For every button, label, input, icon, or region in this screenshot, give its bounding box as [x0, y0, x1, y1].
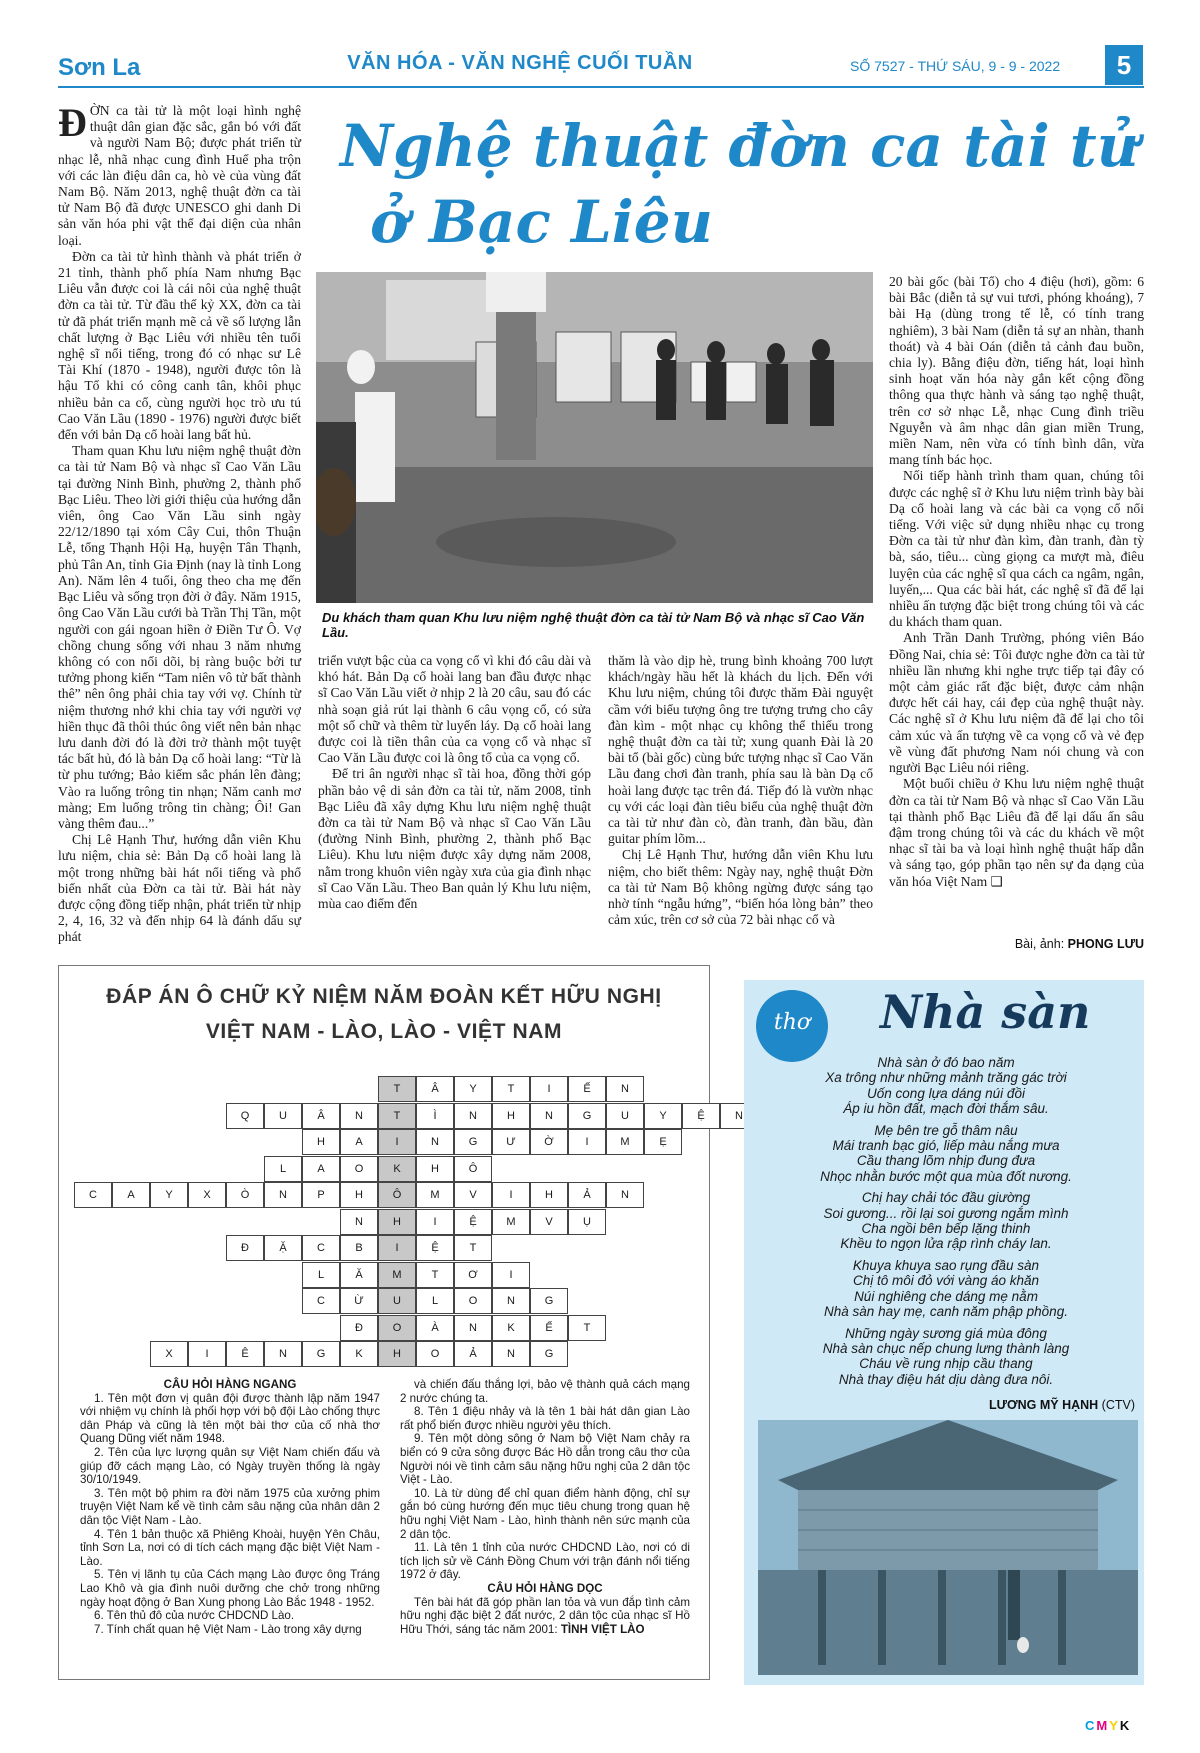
crossword-cell: I: [568, 1129, 606, 1155]
article-paragraph: Chị Lê Hạnh Thư, hướng dẫn viên Khu lưu niệm, chia sẻ: Bản Dạ cổ hoài lang là một trong những bài hát nổi tiếng và phổ biến nhất của Đờn ca tài tử. Bài hát này được cộng đồng tiếp nhận, phát triển từ nhịp 2, 4, 16, 32 và đến nhịp 64 là đánh dấu sự phát: [58, 832, 301, 945]
poem-author: LƯƠNG MỸ HẠNH (CTV): [988, 1398, 1135, 1412]
crossword-cell: K: [378, 1156, 416, 1182]
poem-line: Chị hay chải tóc đầu giường: [861, 1190, 1031, 1206]
crossword-cell: T: [454, 1235, 492, 1261]
crossword-cell: A: [302, 1156, 340, 1182]
poem-line: Nhà thay điệu hát dịu dàng đưa nôi.: [838, 1371, 1054, 1387]
crossword-cell: Đ: [340, 1315, 378, 1341]
clue-item: 1. Tên một đơn vị quân đội được thành lập năm 1947 với nhiệm vụ chính là phối hợp với bộ đội Lào chống thực dân Pháp và cũng là tên một bài thơ của cố nhà thơ Quang Dũng viết năm 1948.: [80, 1391, 380, 1446]
crossword-cell: U: [606, 1103, 644, 1129]
crossword-cell: N: [606, 1182, 644, 1208]
crossword-cell: I: [378, 1129, 416, 1155]
poem-line: Soi gương... rồi lại soi gương ngắm mình: [823, 1205, 1069, 1221]
crossword-cell: Ê: [226, 1341, 264, 1367]
clue-item: 6. Tên thủ đô của nước CHDCND Lào.: [94, 1609, 295, 1623]
article-paragraph: Một buổi chiều ở Khu lưu niệm nghệ thuật đờn ca tài tử Nam Bộ và nhạc sĩ Cao Văn Lầu tại thành phố Bạc Liêu đã để lại dấu ấn sâu đậm trong chúng tôi và các du khách về một nhạc sĩ tài ba và loại hình nghệ thuật hấp dẫn và sáng tạo, góp phần tạo nên sự đa dạng của văn hóa Việt Nam ❑: [889, 776, 1144, 889]
poem-line: Nhà sàn chục nếp chung lưng thành làng: [822, 1340, 1070, 1356]
crossword-cell: C: [302, 1288, 340, 1314]
article-column-2: [318, 653, 591, 912]
crossword-clues-column-2: [400, 1378, 690, 1636]
crossword-cell: Đ: [226, 1235, 264, 1261]
crossword-cell: K: [340, 1341, 378, 1367]
article-column-3: [608, 653, 873, 928]
print-color-marks: [1085, 1718, 1131, 1733]
crossword-cell: Ế: [568, 1076, 606, 1102]
crossword-cell: U: [378, 1288, 416, 1314]
header-divider: [58, 86, 1144, 88]
crossword-cell: G: [530, 1288, 568, 1314]
crossword-cell: H: [530, 1182, 568, 1208]
museum-photo-illustration: [316, 272, 873, 603]
clue-heading: CÂU HỎI HÀNG DỌC: [487, 1581, 603, 1595]
crossword-cell: G: [568, 1103, 606, 1129]
crossword-cell: I: [188, 1341, 226, 1367]
crossword-cell: N: [264, 1341, 302, 1367]
article-paragraph: Tham quan Khu lưu niệm nghệ thuật đờn ca tài tử Nam Bộ và nhạc sĩ Cao Văn Lầu tại đường Ninh Bình, phường 2, thành phố Bạc Liêu. Theo lời giới thiệu của hướng dẫn viên, ông Cao Văn Lầu sinh ngày 22/12/1890 tại xóm Cây Cui, thôn Thuận Lễ, tổng Thạnh Hội Hạ, huyện Tân Thạnh, phủ Tân An, tỉnh Gia Định (nay là tỉnh Long An). Năm lên 4 tuổi, ông theo cha mẹ đến Bạc Liêu và sống trọn đời ở đây. Năm 1915, ông Cao Văn Lầu cưới bà Trần Thị Tần, một người con gái ngoan hiền ở Điền Tư Ô. Vợ chồng chung sống với nhau 3 năm nhưng không có con nối dõi, bị ràng buộc bởi tư tưởng phong kiến “Tam niên vô tử bất thành thê” nên ông phải chia tay với vợ. Chính từ niệm thương nhớ khi chia tay với người vợ hiền thục đã thôi thúc ông viết nên bản nhạc lưu danh đời đó là đời trở thành một tuyệt tác bất hủ, đó là bản Dạ cổ hoài lang: “Từ là từ phu tướng; Bảo kiếm sắc phán lên đàng; Vào ra luống trông tin nhạn; Năm canh mơ màng; Em luống trông tin chàng; Ôi! Gan vàng thêm đau...”: [58, 443, 301, 831]
crossword-cell: G: [530, 1341, 568, 1367]
poem-line: Nhà sàn ở đó bao năm: [877, 1055, 1015, 1070]
section-title: VĂN HÓA - VĂN NGHỆ CUỐI TUẦN: [347, 52, 693, 74]
page-number: 5: [1105, 45, 1143, 85]
article-column-4: [889, 274, 1144, 890]
crossword-cell: I: [530, 1076, 568, 1102]
mark-c: C: [1085, 1718, 1097, 1733]
crossword-cell: V: [454, 1182, 492, 1208]
crossword-cell: M: [492, 1209, 530, 1235]
crossword-cell: H: [492, 1103, 530, 1129]
crossword-cell: C: [74, 1182, 112, 1208]
article-headline: [340, 108, 1140, 260]
article-paragraph: ĐỜN ca tài tử là một loại hình nghệ thuật dân gian đặc sắc, gắn bó với đất và người Nam Bộ; được phát triển từ nhạc lễ, nhã nhạc cung đình Huế pha trộn với các làn điệu dân ca, hò vè của vùng đất Nam Bộ. Năm 2013, nghệ thuật đờn ca tài tử Nam Bộ đã được UNESCO ghi danh Di sản văn hóa phi vật thể đại diện của nhân loại.: [58, 100, 301, 248]
poem-line: Cầu thang lõm nhịp đung đưa: [856, 1153, 1036, 1169]
crossword-cell: Ế: [530, 1315, 568, 1341]
article-paragraph: thăm là vào dịp hè, trung bình khoảng 700 lượt khách/ngày hầu hết là khách du lịch. Đến với Khu lưu niệm, chúng tôi được thăm Đài nguyệt cầm với biểu tượng ông tre tượng trưng cho cây đàn kìm - một nhạc cụ không thể thiếu trong nghệ thuật đờn ca tài tử; xung quanh Đài là 20 bài tổ (bài gốc) cùng bức tượng nhạc sĩ Cao Văn Lầu đang chơi đàn tranh, phía sau là bàn Dạ cổ hoài lang được tạc trên đá. Tiếp đó là vườn nhạc cụ với các loại đàn tiêu biểu của nghệ thuật đờn ca tài tử như đàn cò, đàn tranh, đàn bầu, đàn guitar phím lõm...: [608, 653, 873, 847]
crossword-cell: N: [492, 1341, 530, 1367]
crossword-cell: L: [416, 1288, 454, 1314]
poem-stanza: [760, 1055, 1132, 1117]
poem-line: Khều to ngọn lửa rập rình cháy lan.: [840, 1236, 1052, 1252]
crossword-cell: H: [416, 1156, 454, 1182]
clue-item: 11. Là tên 1 tỉnh của nước CHDCND Lào, nơi có di tích lịch sử về Cánh Đồng Chum với trận đánh nổi tiếng 1972 ở đây.: [400, 1541, 690, 1582]
crossword-clues-column-1: [80, 1378, 380, 1636]
poem-line: Nhà sàn hay mẹ, canh năm phập phồng.: [824, 1304, 1068, 1320]
crossword-cell: T: [378, 1103, 416, 1129]
author-name: PHONG LƯU: [1067, 937, 1144, 951]
mark-y: Y: [1109, 1718, 1120, 1733]
clue-item: 8. Tên 1 điệu nhảy và là tên 1 bài hát dân gian Lào rất phổ biến được nhiều người yêu thích.: [400, 1405, 690, 1432]
crossword-cell: Ả: [568, 1182, 606, 1208]
poem-line: Xa trông như những mảnh trăng gác trời: [825, 1070, 1067, 1086]
article-paragraph: Anh Trần Danh Trường, phóng viên Báo Đồng Nai, chia sẻ: Tôi được nghe đờn ca tài tử nhiều lần nhưng khi nghe trực tiếp tại đây có một cảm giác rất đặc biệt, được cảm nhận được hết cái hay, cái đẹp của nghệ thuật này. Các nghệ sĩ ở Khu lưu niệm đã để lại cho tôi cảm xúc và ấn tượng về ca vọng cổ và vẻ đẹp về vùng đất phương Nam nói chung và con người Bạc Liêu nói riêng.: [889, 630, 1144, 776]
crossword-cell: Ẹ: [644, 1129, 682, 1155]
crossword-cell: N: [492, 1288, 530, 1314]
crossword-cell: H: [378, 1341, 416, 1367]
crossword-cell: O: [340, 1156, 378, 1182]
clue-item: 3. Tên một bộ phim ra đời năm 1975 của xưởng phim truyện Việt Nam kể về tình cảm sâu nặng của nhân dân 2 dân tộc Việt Nam - Lào.: [80, 1486, 380, 1527]
clue-item: 7. Tính chất quan hệ Việt Nam - Lào trong xây dựng: [94, 1622, 362, 1636]
crossword-cell: T: [568, 1315, 606, 1341]
crossword-cell: M: [606, 1129, 644, 1155]
article-paragraph: 20 bài gốc (bài Tổ) cho 4 điệu (hơi), gồm: 6 bài Bắc (diễn tả sự vui tươi, phóng khoáng), 7 bài Hạ (dùng trong tế lễ, có tính trang nghiêm), 3 bài Nam (diễn tả sự an nhàn, thanh thoát) và 4 bài Oán (diễn tả cảnh đau buồn, chia ly). Bằng điệu đờn, tiếng hát, loại hình sinh hoạt văn hóa này gắn kết cộng đồng thông qua thực hành và sáng tạo nghệ thuật, trên cơ sở nhạc Lễ, nhạc Cung đình triều Nguyễn và âm nhạc dân gian miền Trung, miền Nam, nên vừa có tính bình dân, vừa mang tính bác học.: [889, 274, 1144, 468]
poem-line: Núi nghiêng che dáng mẹ nằm: [854, 1288, 1038, 1304]
crossword-cell: Y: [454, 1076, 492, 1102]
crossword-cell: O: [416, 1341, 454, 1367]
crossword-cell: Ă: [340, 1262, 378, 1288]
article-column-1: [58, 100, 301, 946]
crossword-cell: H: [302, 1129, 340, 1155]
crossword-cell: V: [530, 1209, 568, 1235]
poem-stanza: [760, 1258, 1132, 1320]
clue-item: 9. Tên một dòng sông ở Nam bộ Việt Nam chảy ra biển có 9 cửa sông được Bác Hồ dẫn trong câu thơ của Người nói về tình cảm sâu nặng hữu nghị của 2 dân tộc Việt - Lào.: [400, 1432, 690, 1487]
crossword-cell: L: [264, 1156, 302, 1182]
crossword-cell: P: [302, 1182, 340, 1208]
poem-line: Chị tô môi đỏ với vàng áo khăn: [852, 1273, 1039, 1289]
clue-item: 2. Tên của lực lượng quân sự Việt Nam chiến đấu và giúp đỡ cách mạng Lào, có Ngày truyền thống là ngày 30/10/1949.: [80, 1445, 380, 1487]
article-paragraph: Chị Lê Hạnh Thư, hướng dẫn viên Khu lưu niệm, cho biết thêm: Ngày nay, nghệ thuật Đờn ca tài tử Nam Bộ không ngừng được sáng tạo nhờ tính “ngẫu hứng”, “biến hóa lòng bản” theo cảm xúc, trên cơ sở của 72 bài nhạc cổ và: [608, 847, 873, 928]
crossword-cell: Ư: [492, 1129, 530, 1155]
crossword-cell: Ụ: [568, 1209, 606, 1235]
crossword-cell: O: [454, 1288, 492, 1314]
poem-stanza: [760, 1190, 1132, 1252]
crossword-cell: Y: [150, 1182, 188, 1208]
crossword-cell: T: [492, 1076, 530, 1102]
poem-body: [760, 1055, 1132, 1393]
crossword-cell: T: [416, 1262, 454, 1288]
poem-stanza: [760, 1123, 1132, 1185]
crossword-cell: M: [416, 1182, 454, 1208]
crossword-cell: Q: [226, 1103, 264, 1129]
crossword-cell: N: [416, 1129, 454, 1155]
crossword-cell: C: [302, 1235, 340, 1261]
crossword-cell: Â: [302, 1103, 340, 1129]
article-byline: Bài, ảnh: PHONG LƯU: [1014, 937, 1144, 951]
crossword-cell: U: [264, 1103, 302, 1129]
crossword-cell: A: [112, 1182, 150, 1208]
poem-line: Cha ngồi bên bếp lặng thinh: [861, 1221, 1031, 1237]
clue-item: và chiến đấu thắng lợi, bảo vệ thành quả cách mạng 2 nước chúng ta.: [400, 1378, 690, 1405]
drop-cap: Đ: [58, 100, 87, 145]
issue-date: SỐ 7527 - THỨ SÁU, 9 - 9 - 2022: [850, 58, 1061, 74]
museum-visit-photo: [316, 272, 873, 603]
crossword-cell: Ệ: [454, 1209, 492, 1235]
crossword-cell: I: [492, 1182, 530, 1208]
crossword-cell: L: [302, 1262, 340, 1288]
headline-line-2: ở Bạc Liêu: [370, 188, 713, 256]
clue-item: 4. Tên 1 bản thuộc xã Phiêng Khoài, huyện Yên Châu, tỉnh Sơn La, nơi có di tích cách mạng đặc biệt Việt Nam - Lào.: [80, 1527, 380, 1568]
poem-line: Khuya khuya sao rụng đầu sàn: [852, 1257, 1040, 1273]
crossword-cell: T: [378, 1076, 416, 1102]
crossword-cell: I: [378, 1235, 416, 1261]
poem-title: Nhà sàn: [880, 985, 1091, 1039]
crossword-cell: Ệ: [416, 1235, 454, 1261]
poem-line: Áp iu hồn đất, mạch đời thắm sâu.: [843, 1101, 1049, 1117]
clue-heading: CÂU HỎI HÀNG NGANG: [163, 1378, 297, 1391]
crossword-cell: H: [340, 1182, 378, 1208]
crossword-cell: Ì: [416, 1103, 454, 1129]
article-paragraph: Đờn ca tài tử hình thành và phát triển ở 21 tỉnh, thành phố phía Nam nhưng Bạc Liêu vẫn được coi là cái nôi của nghệ thuật đờn ca tài tử. Từ đầu thế kỷ XX, đờn ca tài tử đã phát triển mạnh mẽ cả về số lượng lẫn chất lượng ở Bạc Liêu với nhiều tên tuổi nghệ sĩ nổi tiếng, trong đó có nhạc sư Lê Tài Khí (1870 - 1948), người được tôn là hậu Tổ khi có công canh tân, khôi phục nhiều bản ca cổ, cùng người học trò ưu tú Cao Văn Lầu (1890 - 1976) người được biết đến với bản Dạ cổ hoài lang bất hủ.: [58, 248, 301, 443]
crossword-title-line-1: ĐÁP ÁN Ô CHỮ KỶ NIỆM NĂM ĐOÀN KẾT HỮU NGHỊ: [106, 985, 662, 1008]
crossword-cell: À: [416, 1315, 454, 1341]
crossword-grid: [74, 1076, 743, 1368]
clue-item: Tên bài hát đã góp phần lan tỏa và vun đắp tình cảm hữu nghị đặc biệt 2 đất nước, 2 dân tộc của nhạc sĩ Hồ Hữu Thới, sáng tác năm 2001: TÌNH VIỆT LÀO: [400, 1595, 690, 1636]
crossword-cell: N: [340, 1209, 378, 1235]
crossword-cell: N: [720, 1103, 758, 1129]
crossword-cell: Ò: [226, 1182, 264, 1208]
crossword-cell: I: [416, 1209, 454, 1235]
crossword-cell: Ô: [378, 1182, 416, 1208]
poem-stanza: [760, 1326, 1132, 1388]
crossword-cell: N: [606, 1076, 644, 1102]
article-paragraph: Để tri ân người nhạc sĩ tài hoa, đồng thời góp phần bảo vệ di sản đờn ca tài tử, năm 2008, tỉnh Bạc Liêu đã xây dựng Khu lưu niệm nghệ thuật đờn ca tài tử Nam Bộ và nhạc sĩ Cao Văn Lầu (đường Ninh Bình, phường 2, thành phố Bạc Liêu). Khu lưu niệm được xây dựng năm 2008, nằm trong khuôn viên ngày xưa của gia đình nhạc sĩ Cao Văn Lầu. Theo Ban quản lý Khu lưu niệm, mùa cao điểm đến: [318, 766, 591, 912]
poem-line: Cháu về rung nhịp cầu thang: [859, 1356, 1033, 1372]
crossword-cell: Ô: [454, 1156, 492, 1182]
crossword-cell: N: [264, 1182, 302, 1208]
photo-caption: Du khách tham quan Khu lưu niệm nghệ thuật đờn ca tài tử Nam Bộ và nhạc sĩ Cao Văn Lầu.: [322, 610, 865, 640]
crossword-cell: G: [454, 1129, 492, 1155]
poem-line: Nhọc nhằn bước một qua mùa đốt nương.: [820, 1168, 1072, 1184]
crossword-cell: O: [378, 1315, 416, 1341]
crossword-cell: Ặ: [264, 1235, 302, 1261]
mark-k: K: [1119, 1718, 1132, 1733]
clue-item: 5. Tên vị lãnh tụ của Cách mạng Lào được ông Tráng Lao Khô và gia đình nuôi dưỡng che chở trong những ngày hoạt động ở Ban Xung phong Lào Bắc 1948 - 1952.: [80, 1568, 380, 1609]
crossword-cell: G: [302, 1341, 340, 1367]
crossword-cell: I: [492, 1262, 530, 1288]
poetry-logo-text: thơ: [773, 1010, 811, 1035]
crossword-title-line-2: VIỆT NAM - LÀO, LÀO - VIỆT NAM: [205, 1020, 563, 1043]
newspaper-brand: Sơn La: [58, 54, 141, 81]
stilt-house-photo: [758, 1420, 1138, 1675]
crossword-cell: M: [378, 1262, 416, 1288]
headline-line-1: Nghệ thuật đờn ca tài tử: [340, 112, 1139, 180]
crossword-cell: X: [150, 1341, 188, 1367]
article-paragraph: triển vượt bậc của ca vọng cổ vì khi đó câu dài và khó hát. Bản Dạ cổ hoài lang ban đầu được nhạc sĩ Cao Văn Lầu viết ở nhịp 2 là 20 câu, sau đó các nhà soạn giả rút lại thành 6 câu vọng cổ, có sửa một số chữ và thêm từ luyến láy. Dạ cổ hoài lang được coi là tiền thân của ca vọng cổ và nhạc sĩ Cao Văn Lầu được coi là ông tổ của ca vọng cổ.: [318, 653, 591, 766]
crossword-cell: X: [188, 1182, 226, 1208]
crossword-cell: A: [340, 1129, 378, 1155]
crossword-answer: TÌNH VIỆT LÀO: [560, 1622, 645, 1636]
poem-line: Những ngày sương giá mùa đông: [845, 1325, 1047, 1341]
clue-item: 10. Là từ dùng để chỉ quan điểm hành động, chỉ sự gắn bó cùng hướng đến mục tiêu chung trong quan hệ hữu nghị Việt Nam - Lào, hình thành nên sức mạnh của 2 dân tộc.: [400, 1486, 690, 1541]
poem-line: Uốn cong lựa dáng núi đồi: [867, 1085, 1025, 1101]
crossword-cell: Ệ: [682, 1103, 720, 1129]
crossword-cell: K: [492, 1315, 530, 1341]
mark-m: M: [1096, 1718, 1110, 1733]
stilt-house-illustration: [758, 1420, 1138, 1675]
article-paragraph: Nối tiếp hành trình tham quan, chúng tôi được các nghệ sĩ ở Khu lưu niệm trình bày bài Dạ cổ hoài lang và các bài ca vọng cổ nổi tiếng. Với việc sử dụng nhiều nhạc cụ trong Đờn ca tài tử như đàn kìm, đàn tranh, đàn tỳ bà, sáo, tiêu... cùng giọng ca mượt mà, điêu luyện của các nghệ sĩ qua cách ca ngâm, ngân, luyến,... Qua các bài hát, các nghệ sĩ đã để lại nhiều ấn tượng đặc biệt trong chúng tôi và các du khách tham quan.: [889, 468, 1144, 630]
crossword-cell: Ơ: [454, 1262, 492, 1288]
crossword-cell: N: [530, 1103, 568, 1129]
crossword-cell: N: [454, 1315, 492, 1341]
crossword-cell: H: [378, 1209, 416, 1235]
crossword-cell: Ừ: [340, 1288, 378, 1314]
crossword-cell: Y: [644, 1103, 682, 1129]
poem-line: Mái tranh bạc gió, liếp màu nắng mưa: [832, 1138, 1060, 1154]
poem-line: Mẹ bên tre gỗ thâm nâu: [874, 1122, 1018, 1138]
crossword-cell: Ả: [454, 1341, 492, 1367]
crossword-cell: N: [340, 1103, 378, 1129]
crossword-cell: N: [454, 1103, 492, 1129]
crossword-cell: Â: [416, 1076, 454, 1102]
crossword-cell: Ờ: [530, 1129, 568, 1155]
crossword-cell: B: [340, 1235, 378, 1261]
